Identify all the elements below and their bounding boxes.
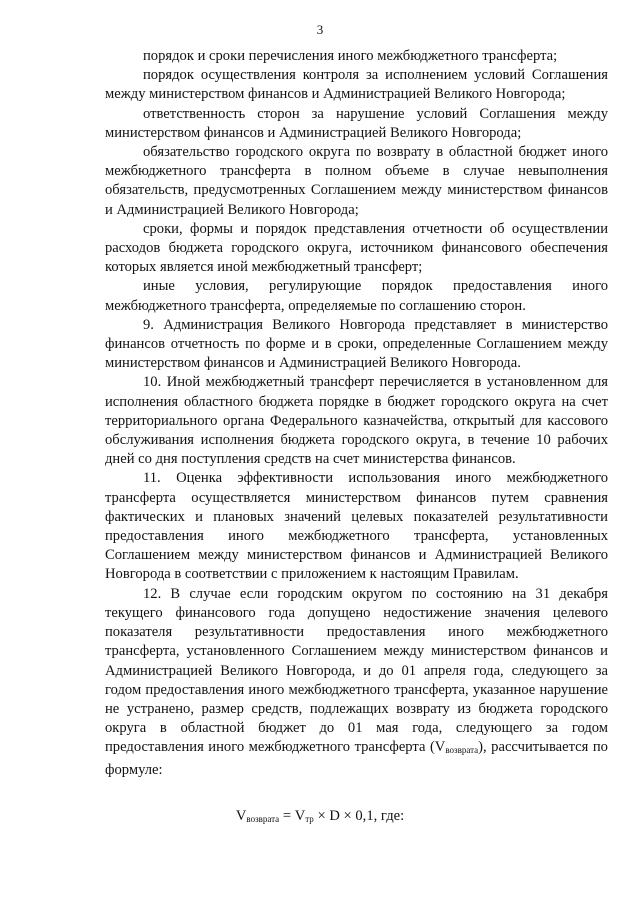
formula-lhs-var: V [235, 808, 247, 824]
paragraph-9: 9. Администрация Великого Новгорода представляет в министерство финансов отчетность по форме и в сроки, определенные Соглашением между министерством финансов и Администрацией Великого Новгорода. [105, 316, 608, 372]
paragraph-10: 10. Иной межбюджетный трансферт перечисляется в установленном для исполнения областного бюджета порядке в бюджет городского округа на счет территориального органа Федерального казначейства, открытый для кассового обслуживания исполнения бюджета городского округа, в течение 10 рабочих дней со дня поступления средств на счет министерства финансов. [105, 374, 608, 468]
paragraph-12-subscript: возврата [445, 745, 479, 756]
paragraph-control-procedure: порядок осуществления контроля за исполнением условий Соглашения между министерством финансов и Администрацией Великого Новгорода; [105, 67, 608, 103]
paragraph-return-obligation: обязательство городского округа по возврату в областной бюджет иного межбюджетного трансферта в полном объеме в случае невыполнения обязательств, предусмотренных Соглашением между министерством финансов и Администрацией Великого Новгорода; [105, 144, 608, 218]
paragraph-12-text-before: 12. В случае если городским округом по состоянию на 31 декабря текущего финансового года допущено недостижение значения целевого показателя результативности предоставления иного межбюджетного трансферта, установленного Соглашением между министерством финансов и Администрацией Великого Новгорода, и до 01 апреля года, следующего за годом предоставления иного межбюджетного трансферта, указанное нарушение не устранено, размер средств, подлежащих возврату из бюджета городского округа в областной бюджет до 01 мая года, следующего за годом предоставления иного межбюджетного трансферта (V [105, 585, 608, 756]
paragraph-responsibility: ответственность сторон за нарушение условий Соглашения между министерством финансов и Администрацией Великого Новгорода; [105, 105, 608, 141]
paragraph-12-text-after: ), рассчитывается по формуле: [105, 739, 608, 778]
paragraph-reporting: сроки, формы и порядок представления отчетности об осуществлении расходов бюджета городского округа, источником финансового обеспечения которых является иной межбюджетный трансферт; [105, 220, 608, 276]
formula-lhs-subscript: возврата [246, 814, 280, 824]
page-number: 3 [316, 22, 324, 37]
paragraph-other-conditions: иные условия, регулирующие порядок предоставления иного межбюджетного трансферта, определяемые по соглашению сторон. [105, 278, 608, 314]
formula-rest: × D × 0,1, где: [313, 808, 405, 824]
formula-rhs-subscript: тр [305, 814, 314, 824]
paragraph-transfer-terms: порядок и сроки перечисления иного межбюджетного трансферта; [143, 48, 558, 64]
return-formula [0, 807, 640, 829]
document-body [105, 47, 608, 780]
paragraph-12 [105, 585, 608, 780]
formula-equals: = V [279, 808, 306, 824]
paragraph-11: 11. Оценка эффективности использования иного межбюджетного трансферта осуществляется министерством финансов путем сравнения фактических и плановых значений целевых показателей результативности предоставления иного межбюджетного трансферта, установленных Соглашением между министерством финансов и Администрацией Великого Новгорода в соответствии с приложением к настоящим Правилам. [105, 470, 608, 583]
